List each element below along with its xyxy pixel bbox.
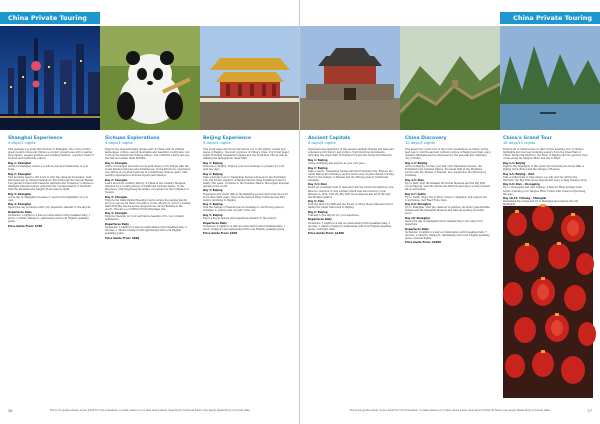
day-text: Board an overnight train to Xian and visit the Terracotta Warriors, the famous collection of clay soldiers which was discovered by local farmers in 1974. Visit the Big Wild Goose Pagoda and stroll through the Muslim Quarter. — [308, 186, 394, 199]
day-text: Explore the Giant Panda Breeding Centre where the pandas playful and you can see all their cute antics. In the afternoon, drive to Leshan Giant Buddha, known as the largest stone carved Buddha in the world. This site is a UNESCO World Heritage site. — [105, 198, 191, 211]
tour-title: Shanghai Experience — [8, 136, 63, 141]
shanghai-skyline-photo — [0, 26, 100, 130]
section-banner: China Private Touring — [500, 12, 600, 24]
day-heading: Day 6-9: Xian - Chongqing — [503, 183, 540, 187]
tour-intro: Experience the splendour of the ancient capitals, Beijing and Xian and experience rich history and culture. Visit historical monuments including the Great Wall, Forbidden City and the Terracotta Warriors. — [308, 148, 394, 158]
day-heading: Day 1: Beijing — [203, 162, 223, 165]
tour-beijing-experience — [203, 136, 289, 402]
tour-ancient-capitals — [308, 136, 394, 402]
day-heading: Day 1: Chengdu — [105, 162, 128, 165]
price-guide: Price Guide From: $1399 — [308, 232, 344, 236]
day-heading: Day 10-12: Yichang - Shanghai — [503, 197, 547, 201]
price-guide: Price Guide From: $2699 — [405, 241, 441, 245]
price-guide: Price Guide From: $899 — [105, 236, 140, 240]
departures-heading: Departures Daily — [105, 223, 129, 227]
day-heading: Day 2: Beijing — [203, 172, 223, 176]
day-text: Take a visit to Tiananmen Square and the Forbidden City. Explore the Great Wall at the Mutianyu section with a stop at Jade Garden Carving Factory, the Temple of Heaven and the Hutong area by traditional rickshaw. — [308, 169, 394, 182]
day-heading: Day 2: Chengdu — [105, 178, 128, 182]
tour-duration: 6 days/5 nights — [308, 141, 336, 146]
tour-duration: 16 days/15 nights — [503, 141, 536, 146]
day-text: Learn about the culinary history of China at the Culinary Museum, followed by a cooking lesson of traditional Sichuan dishes. In the afternoon, visit Qingcheng Mountain, recognised as the birthplace of Taoism. — [105, 181, 189, 195]
day-text: Arrive in Beijing. During your stay visit Tiananmen Square, the Forbidden City, Summer Palace, the Great Wall at the Mutianyu section and the Temple of Heaven. Also experience the Hutongs by rickshaw. — [405, 165, 487, 178]
day-heading: Day 8-9: Shanghai — [405, 203, 431, 207]
inclusions-text: Inclusions: 4 nights in 4 star accommodation with breakfast daily, 1 lunch, transport and sightseeing with local English speaking guide. — [203, 224, 286, 231]
day-heading: Day 3: Beijing — [203, 189, 223, 193]
page-number: 27 — [587, 409, 592, 413]
day-heading: Day 1: Beijing — [308, 158, 328, 162]
day-text: Fly to Xian. Visit the Shaanxi Provincial Museum and the Big Wild Goose Pagoda. Visit the Terracotta Warriors and enjoy a Tang Dynasty Show and dinner. — [405, 181, 491, 191]
tour-title: Sichuan Explorations — [105, 136, 160, 141]
day-heading: Day 5: Beijing — [203, 213, 223, 217]
day-heading: Day 1-3: Beijing — [503, 162, 526, 165]
day-text: Spend the day at leisure until your departure transfer to the airport. — [8, 206, 92, 210]
price-guide: Price Guide From: $789 — [8, 224, 43, 228]
tour-china-discovery — [405, 136, 491, 402]
departures-heading: Departures Daily — [405, 227, 429, 231]
day-text: Fly to Chongqing and visit Ciqikou, a historic Ming dynasty town before boarding your Yangtze River Cruise with onshore trips along the way. — [503, 186, 586, 196]
footer-disclaimer: The price guide shown is per adult for two travellers, in peak season on a twin share basis. Special promotional fares may apply depending on travel date. — [349, 409, 551, 412]
right-page — [300, 0, 600, 424]
day-heading: Day 4-5: Xian — [405, 178, 424, 182]
tour-shanghai-experience — [8, 136, 94, 402]
day-heading: Day 3-4: Xian — [308, 183, 327, 187]
guilin-river-photo — [500, 26, 600, 130]
inclusions-text: Inclusions: 9 nights in 4 star accommodation with breakfast daily, 7 lunches, 2 dinners, transport, sightseeing with local English speaking guide, internal flights. — [405, 230, 490, 240]
day-heading: Day 4: Beijing — [203, 203, 223, 207]
day-text: A free day in Shanghai at leisure to explore the highlights on your own. — [8, 195, 89, 202]
day-text: Arrive in Chengdu and visit a local park where you'll mingle with the locals playing mah jong and drinking tea. In the afternoon, experience tea culture in a typical teahouse in a traditional Chinese game. This evening experience a Sichuan Opera performance. — [105, 165, 191, 178]
day-heading: Day 1: Shanghai — [8, 162, 31, 165]
inclusions-text: Inclusions: 3 nights in 4 star accommodation with breakfast daily, 2 lunches, 1 dinner, transport and sightseeing with local English speaking guide. — [105, 226, 188, 236]
day-text: Take a bullet train to Xian where you will visit the Terracotta Warriors, the Big Wild Goose Pagoda and enjoy a Tang Dynasty show. — [503, 175, 588, 182]
great-wall-photo — [400, 26, 500, 130]
section-banner: China Private Touring — [0, 12, 100, 24]
day-text: Transfer to the airport for your departure. — [308, 213, 360, 217]
tour-title: China Discovery — [405, 136, 447, 141]
tour-duration: 10 days/9 nights — [405, 141, 435, 146]
day-text: This morning head to Old Town to visit the classical Yu Garden, built 400 years ago in tranquil splendour. Stroll through the Yuyuan Bazaar. The garden is filled with beautiful pavilions and rockeries. Continue to Shanghai Museum before exploring the colonial charms of the Bund. Visit the Xintiandi and Nanjing Road area by night. — [8, 175, 94, 191]
day-text: Fly to Shanghai. Visit the classical Yu Garden, the Bund, Jade Buddha Temple and the Shanghai Museum and take an evening acrobatic show. — [405, 206, 490, 216]
tour-intro: Explore the unquestionably unique part of China with its striking landscapes, culture, sacred mountains and beautiful countryside. Get to know the traditional Chinese dishes, visit a PANDA Centre and see the famous Leshan Giant Buddha. — [105, 148, 190, 161]
day-text: Welcome to Beijing. Explore your surroundings to prepare for your next few days. — [203, 165, 285, 172]
tour-intro: This ideal tour covers four of the iconic destinations in China. As the best way to visit the ancient cultural centres of Beijing and Xian, enjoy dynamic Shanghai and be impressed by the peaceful and charming city of Guilin. — [405, 148, 491, 161]
day-heading: Day 2: Beijing — [308, 166, 328, 170]
forbidden-city-photo — [200, 26, 300, 130]
day-heading: Day 1-3: Beijing — [405, 162, 428, 165]
inclusions-text: Inclusions: 3 nights in 4 star accommodation with breakfast daily, 1 lunch, 1 dinner, transport, sightseeing with local English speaking guide. — [8, 214, 91, 224]
day-text: Explore Chengdu for your self before heading off to your onward destination. — [105, 215, 184, 222]
day-text: Experience the Great Wall at the Badaling section which has stood for more than 2000 years. Stop at the famous Ming Tombs Sacred Way before returning to Beijing. — [203, 192, 289, 202]
day-heading: Day 5: Xian — [308, 200, 325, 204]
day-text: Enjoy a day at leisure until departure transfer to the airport. — [203, 216, 277, 220]
tour-title: Beijing Experience — [203, 136, 252, 141]
inclusions-text: Inclusions: 5 nights in 4 star accommodation with breakfast daily, 3 lunches, 1 dinner, transport, sightseeing with local English speaking guide, overnight train. — [308, 221, 392, 231]
panda-photo — [100, 26, 200, 130]
day-heading: Day 3: Chengdu — [105, 195, 128, 199]
red-lanterns-photo — [503, 206, 593, 398]
day-text: Explore the highlights of this great city including the Great Wall, a Peking Duck dinner and the Temple of Heaven. — [503, 165, 584, 172]
day-text: Disembark the cruise and fly to Shanghai and explore the city highlights. — [503, 200, 579, 207]
tour-sichuan-explorations — [105, 136, 191, 402]
day-text: Visit the Temple of Heaven before travelling to the Hutong area by rickshaw to explore this old part of the city. — [203, 206, 285, 213]
day-heading: Day 3: Shanghai — [8, 192, 31, 196]
right-photo-strip — [300, 26, 600, 130]
day-heading: Day 2: Shanghai — [8, 172, 31, 176]
departures-heading: Departures Daily — [203, 221, 227, 225]
tour-title: Ancient Capitals — [308, 136, 351, 141]
tour-chinas-grand-tour — [503, 136, 589, 207]
page-number: 26 — [8, 409, 13, 413]
day-text: Fly to Guilin. Enjoy the Li River cruise to Yangshuo and explore the countryside, visit Reed Flute Cave. — [405, 195, 487, 202]
departures-heading: Departures Daily — [8, 210, 32, 214]
day-heading: Day 4: Shanghai — [8, 203, 31, 207]
day-text: Visit the Xian City Wall and the Forest of Stone Steles Museum before taking the bullet train back to Beijing. — [308, 203, 394, 210]
left-photo-strip — [0, 26, 300, 130]
tour-intro: This great value short tour introduces you to the sights, sounds and tastes of Beijing - the most populous of China's cities. You'll visit major sights including Tiananmen Square and the Forbidden City as well as walking the atmospheric Great Wall. — [203, 148, 289, 161]
tour-intro: Explore all of China's best on offer on this amazing tour of China's highlights and discover stunning scenery from the Great Wall of China, Terracotta Warriors, the River of Beijing and the glorious river cruise along the Yangtze River and the Li River. — [503, 148, 588, 161]
day-text: Spend the day in Shanghai before transferring to the airport for departure. — [405, 220, 483, 227]
departures-heading: Departures Daily — [308, 218, 332, 222]
day-text: Arrive in Shanghai, where you will be met and transferred to your hotel. — [8, 165, 89, 172]
tour-duration: 5 days/4 nights — [203, 141, 231, 146]
day-heading: Day 4: Chengdu — [105, 212, 128, 216]
tour-intro: This package is a great introduction to Shanghai. One of the world's great modern cities and China's economic powerhouse with towering skyscrapers, elegant gardens and bustling markets - a perfect blend of modern and traditional culture. — [8, 148, 94, 161]
day-text: Arrive in Beijing and explore at your own pace. — [308, 162, 366, 166]
tour-title: China's Grand Tour — [503, 136, 552, 141]
day-text: Take a full day tour to Tiananmen Square followed by the Forbidden City, the former emperor of Beijing and the Qing Dynasties ruled for nearly 500 years. Continue to the Summer Palace, the largest imperial garden in the world. — [203, 175, 289, 188]
day-heading: Day 10: Shanghai — [405, 216, 430, 220]
tour-duration: 4 days/3 nights — [105, 141, 133, 146]
footer-disclaimer: The price guide shown is per adult for two travellers, in peak season on a twin share basis. Special promotional fares may apply depending on travel date. — [49, 409, 251, 412]
day-heading: Day 4-5: Beijing - Xian — [503, 172, 535, 176]
tour-duration: 4 days/3 nights — [8, 141, 36, 146]
price-guide: Price Guide From: $929 — [203, 232, 238, 236]
xian-gate-photo — [300, 26, 400, 130]
day-heading: Day 6: Beijing — [308, 210, 328, 214]
day-heading: Day 6-7: Guilin — [405, 192, 426, 196]
